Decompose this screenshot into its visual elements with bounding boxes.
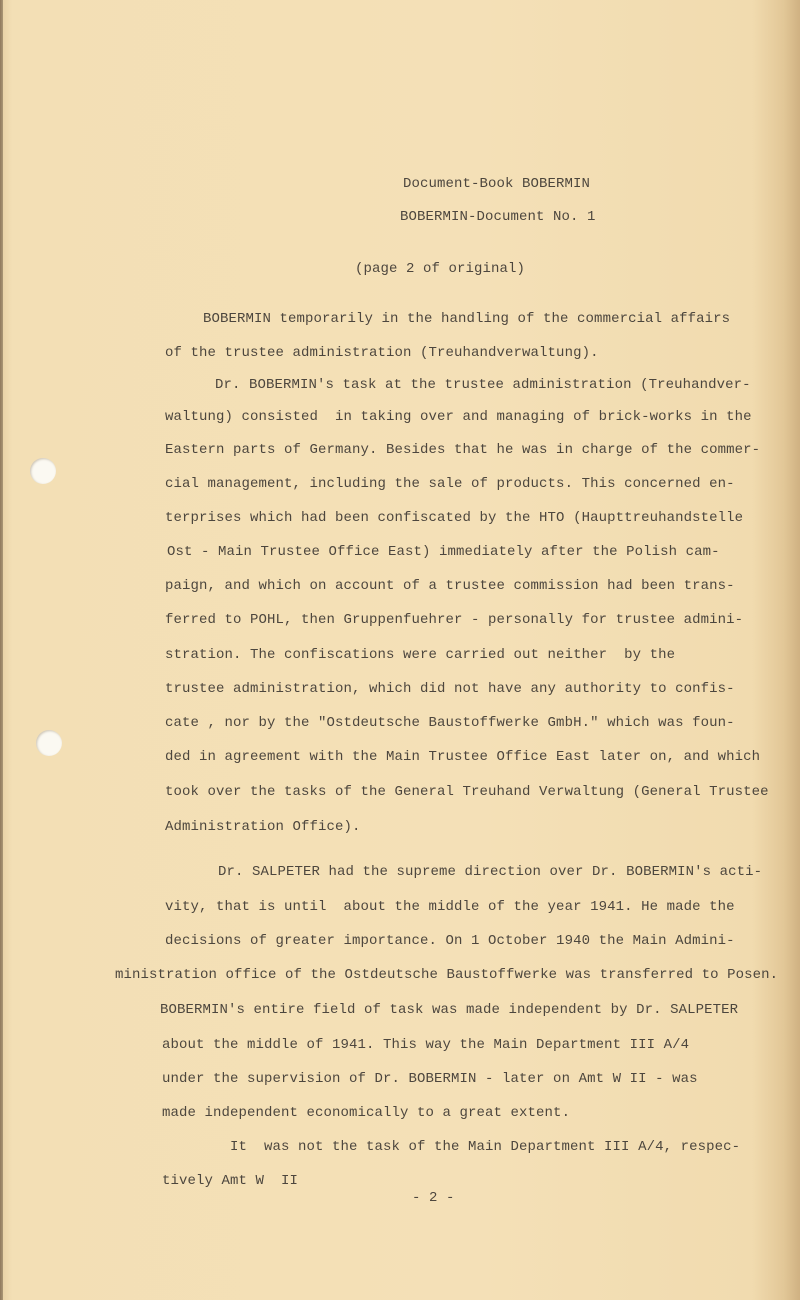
body-line: stration. The confiscations were carried out neither by the [165,647,676,663]
body-line: waltung) consisted in taking over and managing of brick-works in the [165,409,752,425]
document-book-heading: Document-Book BOBERMIN [403,176,591,192]
page-reference: (page 2 of original) [355,261,526,277]
punch-hole [36,730,62,756]
body-line: paign, and which on account of a trustee commission had been trans- [165,578,735,594]
body-line: made independent economically to a great extent. [162,1105,571,1121]
body-line: Dr. BOBERMIN's task at the trustee administration (Treuhandver- [215,377,751,393]
page-number: - 2 - [412,1190,455,1206]
body-line: tively Amt W II [162,1173,299,1189]
body-line: Eastern parts of Germany. Besides that he was in charge of the commer- [165,442,761,458]
page-left-edge [0,0,3,1300]
body-line: ded in agreement with the Main Trustee Office East later on, and which [165,749,761,765]
body-line: took over the tasks of the General Treuhand Verwaltung (General Trustee [165,784,769,800]
body-line: cial management, including the sale of products. This concerned en- [165,476,735,492]
body-line: about the middle of 1941. This way the Main Department III A/4 [162,1037,690,1053]
body-line: Ost - Main Trustee Office East) immediately after the Polish cam- [167,544,720,560]
body-line: BOBERMIN temporarily in the handling of the commercial affairs [203,311,731,327]
body-line: ministration office of the Ostdeutsche Baustoffwerke was transferred to Posen. [115,967,779,983]
body-line: terprises which had been confiscated by the HTO (Haupttreuhandstelle [165,510,744,526]
body-line: Dr. SALPETER had the supreme direction over Dr. BOBERMIN's acti- [218,864,763,880]
body-line: of the trustee administration (Treuhandverwaltung). [165,345,599,361]
document-number-heading: BOBERMIN-Document No. 1 [400,209,596,225]
body-line: cate , nor by the "Ostdeutsche Baustoffwerke GmbH." which was foun- [165,715,735,731]
body-line: decisions of greater importance. On 1 October 1940 the Main Admini- [165,933,735,949]
body-line: BOBERMIN's entire field of task was made independent by Dr. SALPETER [160,1002,739,1018]
body-line: It was not the task of the Main Department III A/4, respec- [230,1139,741,1155]
body-line: vity, that is until about the middle of the year 1941. He made the [165,899,735,915]
body-line: Administration Office). [165,819,361,835]
punch-hole [30,458,56,484]
body-line: trustee administration, which did not have any authority to confis- [165,681,735,697]
body-line: ferred to POHL, then Gruppenfuehrer - personally for trustee admini- [165,612,744,628]
body-line: under the supervision of Dr. BOBERMIN - later on Amt W II - was [162,1071,698,1087]
